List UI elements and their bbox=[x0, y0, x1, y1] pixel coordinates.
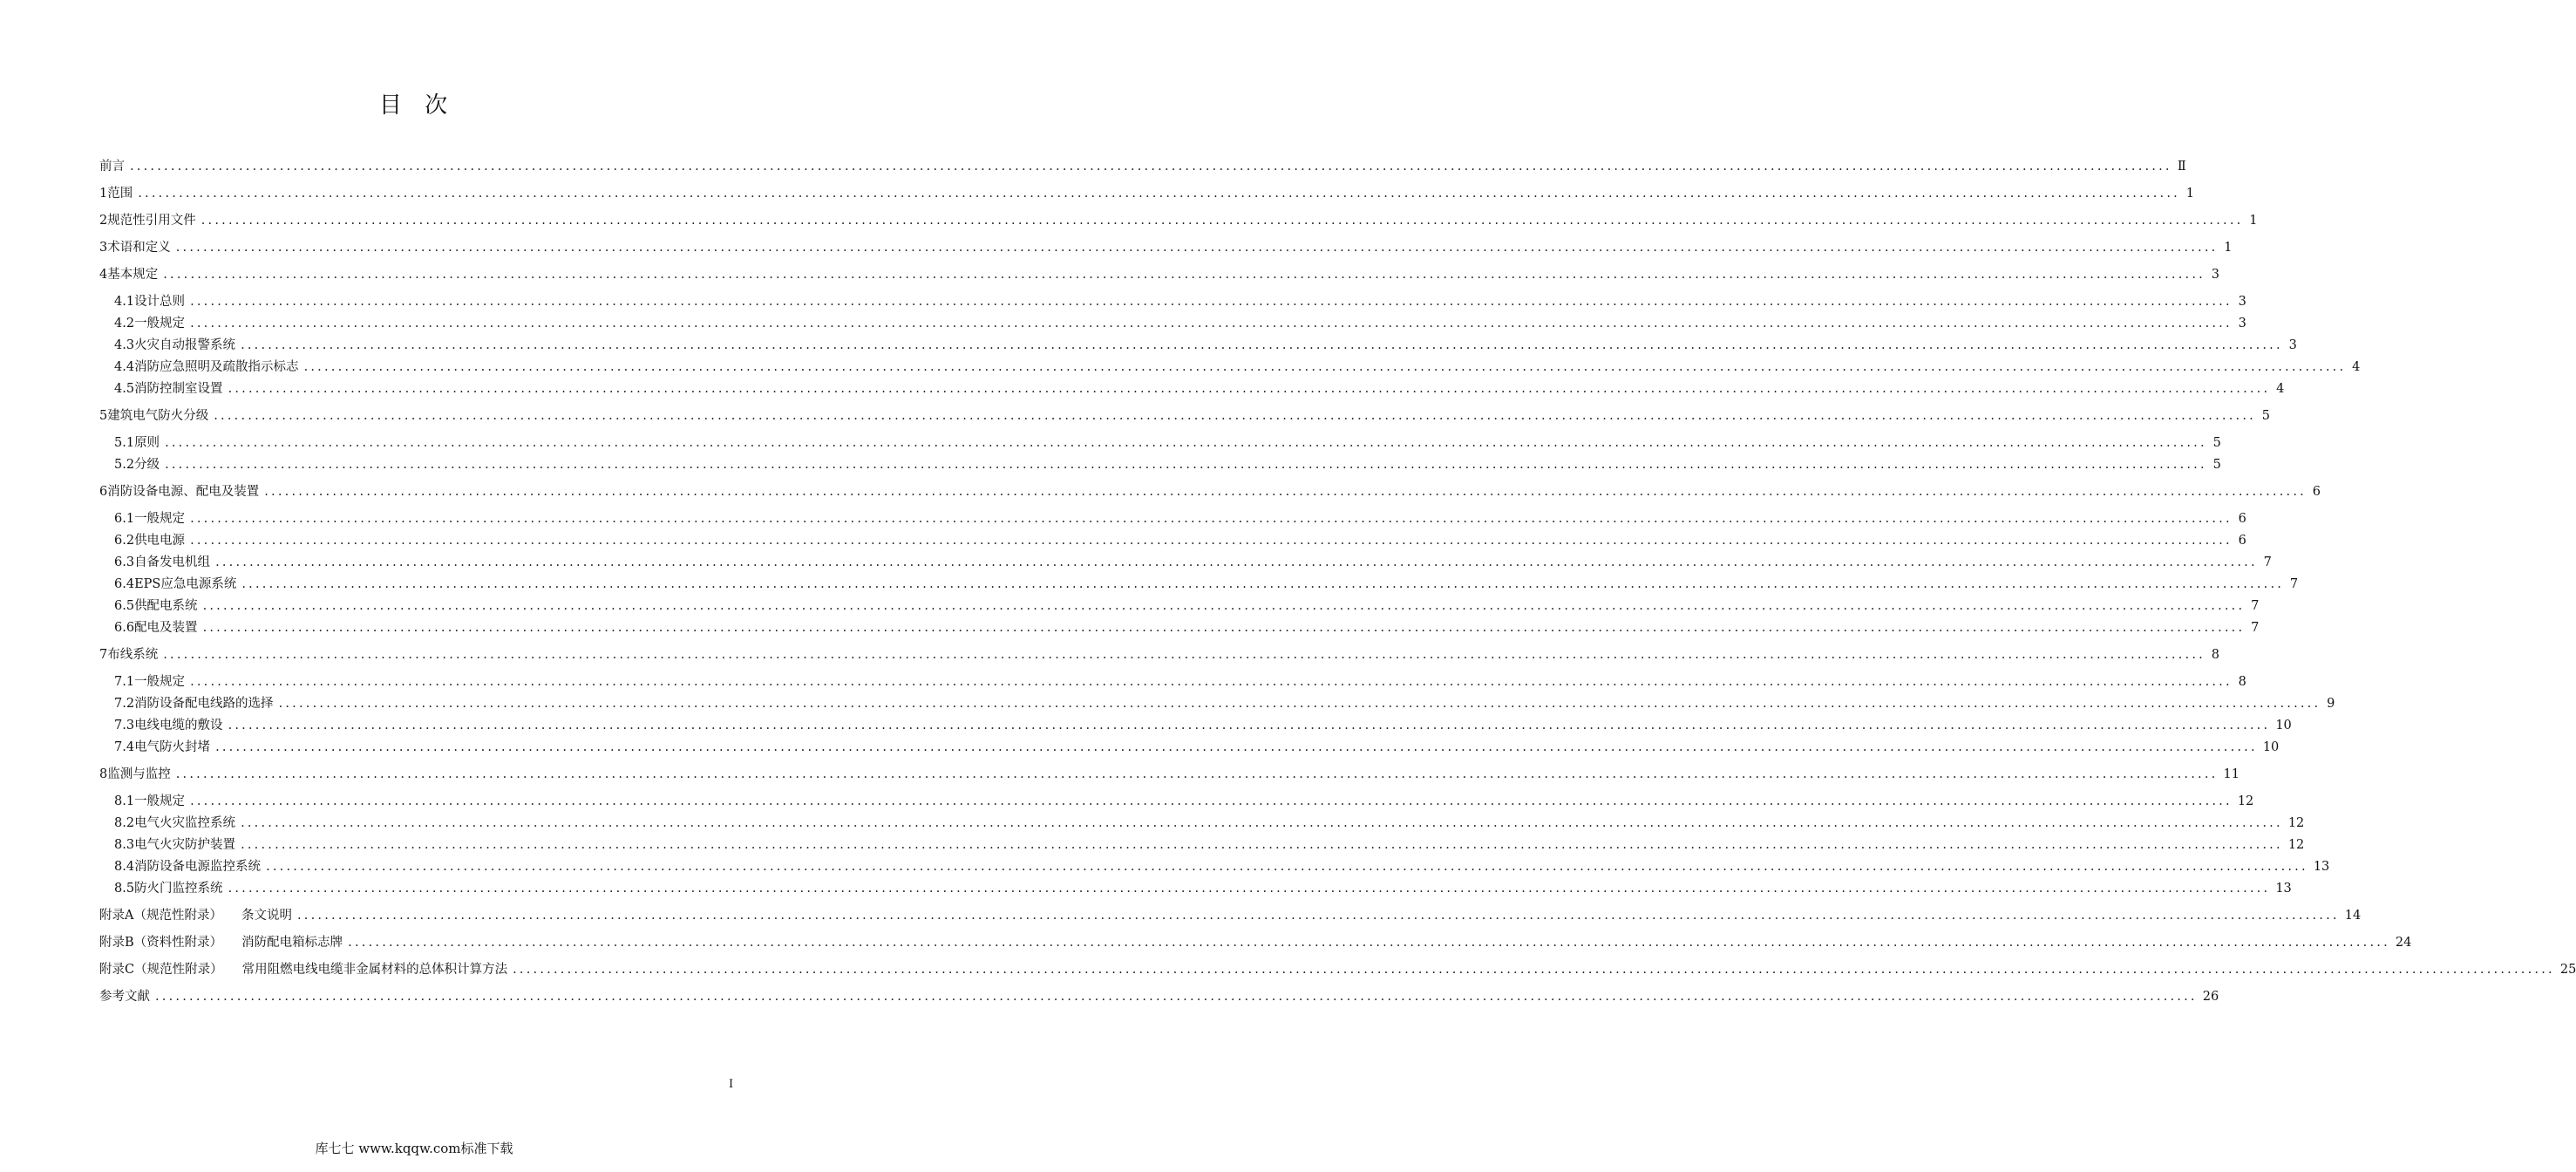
toc-entry-number: 8.5 bbox=[114, 882, 135, 896]
toc-entry-number: 5.1 bbox=[114, 436, 135, 450]
toc-entry-page: 3 bbox=[2238, 295, 2246, 309]
toc-entry-page: 12 bbox=[2287, 838, 2305, 852]
toc-entry-label: 一般规定 bbox=[134, 794, 186, 808]
toc-entry-label: 一般规定 bbox=[134, 317, 186, 330]
toc-entry-page: 7 bbox=[2251, 599, 2260, 613]
dot-leader: ............................................................................................................................................................................................................................................................................................................ bbox=[163, 648, 2206, 662]
toc-entry-page: 25 bbox=[2559, 963, 2576, 977]
dot-leader: ............................................................................................................................................................................................................................................................................................................ bbox=[163, 268, 2206, 282]
toc-entry[interactable] bbox=[99, 933, 2412, 952]
dot-leader: ............................................................................................................................................................................................................................................................................................................ bbox=[165, 458, 2207, 472]
toc-entry-number: 附录B（资料性附录） bbox=[99, 936, 223, 950]
dot-leader: ............................................................................................................................................................................................................................................................................................................ bbox=[348, 936, 2390, 950]
toc-entry-page: 8 bbox=[2211, 648, 2219, 662]
toc-entry[interactable] bbox=[114, 336, 2297, 355]
dot-leader: ............................................................................................................................................................................................................................................................................................................ bbox=[215, 555, 2258, 569]
toc-entry-number: 4.4 bbox=[114, 360, 135, 374]
toc-entry-number: 6.5 bbox=[114, 599, 135, 613]
dot-leader: ............................................................................................................................................................................................................................................................................................................ bbox=[190, 317, 2233, 330]
toc-entry[interactable] bbox=[99, 960, 2576, 979]
toc-entry[interactable] bbox=[99, 765, 2240, 784]
toc-entry-label: 防火门监控系统 bbox=[134, 882, 223, 896]
dot-leader: ............................................................................................................................................................................................................................................................................................................ bbox=[190, 512, 2233, 526]
toc-entry-label: 条文说明 bbox=[241, 909, 292, 923]
toc-entry-number: 8.3 bbox=[114, 838, 135, 852]
dot-leader: ............................................................................................................................................................................................................................................................................................................ bbox=[202, 599, 2246, 613]
toc-entry-label: 消防配电箱标志牌 bbox=[241, 936, 343, 950]
toc-entry-page: 5 bbox=[2212, 458, 2221, 472]
dot-leader: ............................................................................................................................................................................................................................................................................................................ bbox=[264, 485, 2307, 499]
dot-leader: ............................................................................................................................................................................................................................................................................................................ bbox=[138, 187, 2180, 201]
toc-entry-page: 8 bbox=[2238, 675, 2246, 689]
toc-entry-label: 基本规定 bbox=[107, 268, 159, 282]
toc-entry-page: 9 bbox=[2327, 697, 2335, 711]
toc-entry-number: 8.4 bbox=[114, 860, 135, 874]
dot-leader: ............................................................................................................................................................................................................................................................................................................ bbox=[190, 675, 2233, 689]
toc-entry-page: 5 bbox=[2261, 409, 2270, 423]
toc-entry-number: 7 bbox=[99, 648, 108, 662]
toc-entry[interactable] bbox=[99, 645, 2219, 664]
toc-entry[interactable] bbox=[99, 157, 2186, 176]
toc-entry-label: 监测与监控 bbox=[107, 767, 171, 781]
toc-entry-label: 火灾自动报警系统 bbox=[134, 338, 236, 352]
toc-entry-label: 电气火灾防护装置 bbox=[134, 838, 236, 852]
toc-entry[interactable] bbox=[114, 455, 2221, 474]
toc-entry-page: 26 bbox=[2202, 990, 2219, 1004]
toc-entry-number: 6.3 bbox=[114, 555, 135, 569]
toc-entry-number: 6 bbox=[99, 485, 108, 499]
toc-entry-number: 8.1 bbox=[114, 794, 135, 808]
toc-entry-page: 7 bbox=[2251, 621, 2260, 635]
dot-leader: ............................................................................................................................................................................................................................................................................................................ bbox=[201, 214, 2244, 228]
toc-entry-label: 术语和定义 bbox=[107, 241, 171, 255]
toc-entry-label: 消防控制室设置 bbox=[134, 382, 223, 396]
toc-entry[interactable] bbox=[99, 265, 2219, 284]
footer-watermark: 库七七 www.kqqw.com标准下载 bbox=[315, 1141, 513, 1156]
toc-entry-page: 12 bbox=[2287, 816, 2305, 830]
toc-entry-number: 4.3 bbox=[114, 338, 135, 352]
dot-leader: ............................................................................................................................................................................................................................................................................................................ bbox=[165, 436, 2207, 450]
toc-entry-page: 14 bbox=[2344, 909, 2362, 923]
toc-entry-label: 电气防火封堵 bbox=[134, 740, 211, 754]
toc-entry-label: 原则 bbox=[134, 436, 160, 450]
toc-entry-label: 设计总则 bbox=[134, 295, 186, 309]
toc-entry-page: 1 bbox=[2224, 241, 2233, 255]
toc-entry[interactable] bbox=[114, 596, 2260, 616]
toc-entry[interactable] bbox=[114, 738, 2280, 757]
toc-entry-page: 3 bbox=[2238, 317, 2246, 330]
dot-leader: ............................................................................................................................................................................................................................................................................................................ bbox=[241, 577, 2285, 591]
toc-entry[interactable] bbox=[114, 835, 2305, 855]
toc-entry-label: 电气火灾监控系统 bbox=[134, 816, 236, 830]
dot-leader: ............................................................................................................................................................................................................................................................................................................ bbox=[215, 740, 2258, 754]
toc-entry-label: 布线系统 bbox=[107, 648, 159, 662]
toc-entry-label: 电线电缆的敷设 bbox=[134, 719, 223, 732]
toc-entry-page: 13 bbox=[2313, 860, 2330, 874]
dot-leader: ............................................................................................................................................................................................................................................................................................................ bbox=[228, 882, 2271, 896]
toc-entry-page: 1 bbox=[2249, 214, 2258, 228]
toc-entry-label: 消防设备配电线路的选择 bbox=[134, 697, 274, 711]
toc-entry-label: EPS应急电源系统 bbox=[134, 577, 237, 591]
toc-entry-number: 2 bbox=[99, 214, 108, 228]
toc-entry-number: 5 bbox=[99, 409, 108, 423]
toc-entry[interactable] bbox=[114, 379, 2285, 399]
toc-entry-label: 消防设备电源、配电及装置 bbox=[107, 485, 260, 499]
dot-leader: ............................................................................................................................................................................................................................................................................................................ bbox=[266, 860, 2308, 874]
toc-entry-number: 6.6 bbox=[114, 621, 135, 635]
table-of-contents bbox=[99, 0, 2576, 1172]
toc-entry[interactable] bbox=[114, 814, 2305, 833]
toc-entry-number: 3 bbox=[99, 241, 108, 255]
toc-entry-number: 附录C（规范性附录） bbox=[99, 963, 223, 977]
toc-entry[interactable] bbox=[114, 509, 2246, 528]
dot-leader: ............................................................................................................................................................................................................................................................................................................ bbox=[214, 409, 2256, 423]
toc-entry[interactable] bbox=[114, 314, 2246, 333]
dot-leader: ............................................................................................................................................................................................................................................................................................................ bbox=[130, 160, 2172, 174]
toc-entry-label: 配电及装置 bbox=[134, 621, 198, 635]
toc-entry-page: 11 bbox=[2223, 767, 2240, 781]
toc-entry[interactable] bbox=[99, 406, 2270, 426]
toc-entry-page: 24 bbox=[2395, 936, 2412, 950]
dot-leader: ............................................................................................................................................................................................................................................................................................................ bbox=[241, 338, 2283, 352]
dot-leader: ............................................................................................................................................................................................................................................................................................................ bbox=[241, 838, 2283, 852]
toc-entry-number: 8.2 bbox=[114, 816, 135, 830]
toc-entry-page: 12 bbox=[2237, 794, 2254, 808]
toc-entry-number: 4.1 bbox=[114, 295, 135, 309]
toc-entry[interactable] bbox=[99, 238, 2233, 257]
toc-entry-number: 4 bbox=[99, 268, 108, 282]
toc-entry-page: 7 bbox=[2289, 577, 2299, 591]
toc-entry-number: 4.5 bbox=[114, 382, 135, 396]
dot-leader: ............................................................................................................................................................................................................................................................................................................ bbox=[296, 909, 2340, 923]
toc-entry-label: 一般规定 bbox=[134, 675, 186, 689]
toc-entry-number: 7.4 bbox=[114, 740, 135, 754]
toc-entry-page: 1 bbox=[2185, 187, 2194, 201]
toc-entry[interactable] bbox=[114, 618, 2260, 637]
dot-leader: ............................................................................................................................................................................................................................................................................................................ bbox=[190, 534, 2233, 548]
dot-leader: ............................................................................................................................................................................................................................................................................................................ bbox=[202, 621, 2246, 635]
toc-entry[interactable] bbox=[114, 857, 2330, 876]
toc-entry-page: 7 bbox=[2263, 555, 2272, 569]
toc-entry[interactable] bbox=[99, 987, 2219, 1006]
toc-entry[interactable] bbox=[114, 672, 2246, 692]
toc-entry[interactable] bbox=[114, 694, 2335, 713]
toc-entry-number: 6.1 bbox=[114, 512, 135, 526]
dot-leader: ............................................................................................................................................................................................................................................................................................................ bbox=[175, 241, 2219, 255]
toc-entry-page: 6 bbox=[2312, 485, 2321, 499]
dot-leader: ............................................................................................................................................................................................................................................................................................................ bbox=[228, 719, 2271, 732]
toc-entry-number: 1 bbox=[99, 187, 108, 201]
dot-leader: ............................................................................................................................................................................................................................................................................................................ bbox=[175, 767, 2219, 781]
dot-leader: ............................................................................................................................................................................................................................................................................................................ bbox=[513, 963, 2555, 977]
toc-entry-label: 规范性引用文件 bbox=[107, 214, 196, 228]
toc-entry-number: 6.4 bbox=[114, 577, 135, 591]
toc-entry-label: 供电电源 bbox=[134, 534, 186, 548]
dot-leader: ............................................................................................................................................................................................................................................................................................................ bbox=[228, 382, 2271, 396]
toc-entry-number: 7.1 bbox=[114, 675, 135, 689]
toc-entry-page: 13 bbox=[2275, 882, 2292, 896]
toc-entry[interactable] bbox=[114, 879, 2292, 898]
toc-entry-number: 6.2 bbox=[114, 534, 135, 548]
toc-entry-number: 8 bbox=[99, 767, 108, 781]
toc-entry[interactable] bbox=[114, 575, 2299, 594]
dot-leader: ............................................................................................................................................................................................................................................................................................................ bbox=[278, 697, 2321, 711]
toc-entry[interactable] bbox=[99, 906, 2362, 925]
dot-leader: ............................................................................................................................................................................................................................................................................................................ bbox=[190, 794, 2233, 808]
toc-entry-page: 10 bbox=[2262, 740, 2280, 754]
toc-entry[interactable] bbox=[114, 531, 2246, 550]
toc-entry[interactable] bbox=[114, 433, 2221, 453]
toc-entry-page: 10 bbox=[2275, 719, 2292, 732]
toc-entry-label: 一般规定 bbox=[134, 512, 186, 526]
toc-entry-label: 自备发电机组 bbox=[134, 555, 211, 569]
dot-leader: ............................................................................................................................................................................................................................................................................................................ bbox=[190, 295, 2233, 309]
toc-entry[interactable] bbox=[99, 211, 2258, 230]
toc-entry[interactable] bbox=[114, 716, 2292, 735]
toc-entry-label: 建筑电气防火分级 bbox=[107, 409, 209, 423]
toc-entry-page: Ⅱ bbox=[2177, 160, 2186, 174]
page-number: I bbox=[729, 1078, 734, 1091]
toc-entry-number: 7.3 bbox=[114, 719, 135, 732]
dot-leader: ............................................................................................................................................................................................................................................................................................................ bbox=[155, 990, 2198, 1004]
toc-entry-page: 6 bbox=[2238, 534, 2246, 548]
toc-entry[interactable] bbox=[114, 292, 2246, 311]
toc-entry-label: 消防应急照明及疏散指示标志 bbox=[134, 360, 299, 374]
toc-entry[interactable] bbox=[114, 358, 2361, 377]
toc-entry-page: 4 bbox=[2352, 360, 2361, 374]
toc-entry-number: 附录A（规范性附录） bbox=[99, 909, 222, 923]
toc-entry-label: 供配电系统 bbox=[134, 599, 198, 613]
toc-entry-label: 分级 bbox=[134, 458, 160, 472]
toc-entry[interactable] bbox=[114, 792, 2254, 811]
toc-entry-label: 消防设备电源监控系统 bbox=[134, 860, 262, 874]
toc-entry[interactable] bbox=[99, 184, 2194, 203]
toc-entry-label: 前言 bbox=[99, 160, 125, 174]
page-title: 目 次 bbox=[378, 92, 450, 119]
toc-entry-page: 3 bbox=[2288, 338, 2297, 352]
toc-entry-page: 3 bbox=[2211, 268, 2219, 282]
toc-entry-label: 范围 bbox=[107, 187, 133, 201]
toc-entry-number: 5.2 bbox=[114, 458, 135, 472]
toc-entry-page: 6 bbox=[2238, 512, 2246, 526]
toc-entry-number: 4.2 bbox=[114, 317, 135, 330]
toc-entry-page: 5 bbox=[2212, 436, 2221, 450]
toc-entry-label: 常用阻燃电线电缆非金属材料的总体积计算方法 bbox=[241, 963, 508, 977]
toc-entry-page: 4 bbox=[2276, 382, 2285, 396]
dot-leader: ............................................................................................................................................................................................................................................................................................................ bbox=[241, 816, 2283, 830]
dot-leader: ............................................................................................................................................................................................................................................................................................................ bbox=[303, 360, 2347, 374]
toc-entry-number: 7.2 bbox=[114, 697, 135, 711]
toc-entry[interactable] bbox=[99, 482, 2321, 501]
toc-entry-label: 参考文献 bbox=[99, 990, 150, 1004]
toc-entry[interactable] bbox=[114, 553, 2272, 572]
